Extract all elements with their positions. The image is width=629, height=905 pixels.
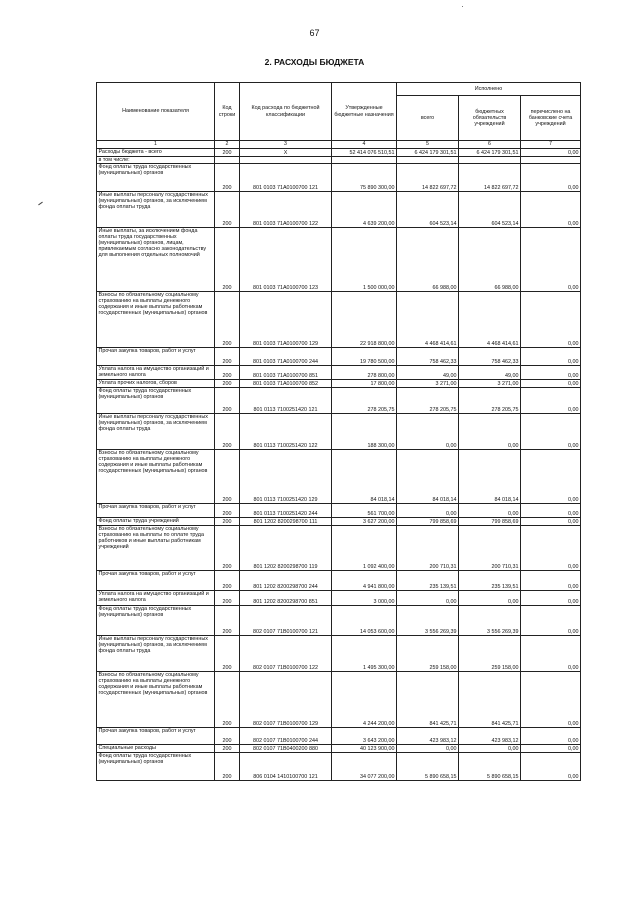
row-executed-institutions: 278 205,75	[459, 388, 521, 414]
budget-table-container	[96, 82, 580, 781]
table-row	[97, 571, 581, 591]
row-executed-total: 604 523,14	[397, 192, 459, 228]
table-row	[97, 414, 581, 450]
row-name: Фонд оплаты труда государственных (муниципальных) органов	[97, 606, 215, 636]
row-classification-code: 801 0103 71А0100700 244	[240, 348, 332, 366]
row-executed-total: 259 158,00	[397, 636, 459, 672]
row-executed-institutions: 84 018,14	[459, 450, 521, 504]
row-executed-institutions: 14 822 697,72	[459, 164, 521, 192]
row-line-code: 200	[215, 591, 240, 606]
row-name: Иные выплаты персоналу государственных (муниципальных) органов, за исключением фонда оплаты труда	[97, 414, 215, 450]
row-executed-bank: 0,00	[521, 672, 581, 728]
row-classification-code: 802 0107 71В0100700 244	[240, 728, 332, 745]
row-classification-code: 801 1202 8200298700 244	[240, 571, 332, 591]
row-classification-code: 802 0107 71В0400200 880	[240, 745, 332, 753]
row-executed-institutions: 3 271,00	[459, 380, 521, 388]
row-classification-code: 801 0103 71А0100700 121	[240, 164, 332, 192]
row-classification-code: 801 0103 71А0100700 851	[240, 366, 332, 380]
row-approved: 4 244 200,00	[332, 672, 397, 728]
table-row	[97, 292, 581, 348]
row-executed-institutions: 799 858,69	[459, 518, 521, 526]
row-line-code: 200	[215, 228, 240, 292]
row-name: Иные выплаты, за исключением фонда оплаты труда государственных (муниципальных) органов, лицам, привлекаемым согласно законодательству для выполнения отдельных полномочий	[97, 228, 215, 292]
row-name: Специальные расходы	[97, 745, 215, 753]
row-executed-institutions: 200 710,31	[459, 526, 521, 571]
row-line-code: 200	[215, 414, 240, 450]
row-name: Расходы бюджета - всего	[97, 149, 215, 157]
row-classification-code: X	[240, 149, 332, 157]
row-executed-total: 66 988,00	[397, 228, 459, 292]
column-number: 3	[240, 141, 332, 149]
row-executed-institutions: 6 424 179 301,51	[459, 149, 521, 157]
row-line-code: 200	[215, 388, 240, 414]
header-classification-code: Код расхода по бюджетной классификации	[240, 83, 332, 141]
row-name: Фонд оплаты труда учреждений	[97, 518, 215, 526]
row-approved: 40 123 900,00	[332, 745, 397, 753]
row-line-code: 200	[215, 745, 240, 753]
row-executed-bank: 0,00	[521, 366, 581, 380]
row-name: Взносы по обязательному социальному страхованию на выплаты денежного содержания и иные выплаты работникам государственных (муниципальных) органов	[97, 450, 215, 504]
row-approved: 52 414 076 510,51	[332, 149, 397, 157]
header-executed: Исполнено	[397, 83, 581, 96]
row-classification-code: 801 0103 71А0100700 852	[240, 380, 332, 388]
row-approved: 22 918 800,00	[332, 292, 397, 348]
column-number: 7	[521, 141, 581, 149]
page-number: 67	[309, 28, 320, 38]
header-executed-total: всего	[397, 96, 459, 141]
table-row	[97, 526, 581, 571]
scan-speck	[462, 6, 463, 7]
row-line-code	[215, 157, 240, 164]
row-approved: 3 643 200,00	[332, 728, 397, 745]
row-executed-total: 758 462,33	[397, 348, 459, 366]
row-approved: 4 941 800,00	[332, 571, 397, 591]
budget-expenditure-table	[96, 82, 581, 781]
row-executed-total: 0,00	[397, 504, 459, 518]
row-executed-bank: 0,00	[521, 745, 581, 753]
row-name: Иные выплаты персоналу государственных (муниципальных) органов, за исключением фонда оплаты труда	[97, 192, 215, 228]
row-executed-bank: 0,00	[521, 380, 581, 388]
table-row	[97, 591, 581, 606]
row-classification-code: 801 0103 71А0100700 122	[240, 192, 332, 228]
row-name: Прочая закупка товаров, работ и услуг	[97, 504, 215, 518]
header-line-code: Код строки	[215, 83, 240, 141]
column-number: 6	[459, 141, 521, 149]
table-row	[97, 504, 581, 518]
row-name: Прочая закупка товаров, работ и услуг	[97, 571, 215, 591]
budget-table-body	[97, 149, 581, 781]
row-classification-code: 802 0107 71В0100700 129	[240, 672, 332, 728]
row-executed-bank: 0,00	[521, 636, 581, 672]
table-row	[97, 606, 581, 636]
row-classification-code: 806 0104 1410100700 121	[240, 753, 332, 781]
row-name: Взносы по обязательному социальному страхованию на выплаты денежного содержания и иные выплаты работникам государственных (муниципальных) органов	[97, 292, 215, 348]
row-approved: 14 053 600,00	[332, 606, 397, 636]
table-row	[97, 450, 581, 504]
row-line-code: 200	[215, 672, 240, 728]
row-line-code: 200	[215, 518, 240, 526]
row-executed-total: 799 858,69	[397, 518, 459, 526]
section-title: 2. РАСХОДЫ БЮДЖЕТА	[264, 57, 365, 67]
row-classification-code: 801 0103 71А0100700 129	[240, 292, 332, 348]
row-classification-code: 801 0113 7100251420 129	[240, 450, 332, 504]
row-executed-total	[397, 157, 459, 164]
row-approved: 278 800,00	[332, 366, 397, 380]
table-row	[97, 348, 581, 366]
row-executed-institutions	[459, 157, 521, 164]
column-number: 5	[397, 141, 459, 149]
row-approved: 4 639 200,00	[332, 192, 397, 228]
table-row	[97, 380, 581, 388]
row-approved: 3 627 200,00	[332, 518, 397, 526]
row-executed-institutions: 259 158,00	[459, 636, 521, 672]
row-executed-bank: 0,00	[521, 228, 581, 292]
column-number: 4	[332, 141, 397, 149]
row-line-code: 200	[215, 526, 240, 571]
row-line-code: 200	[215, 164, 240, 192]
row-executed-institutions: 66 988,00	[459, 228, 521, 292]
row-executed-institutions: 0,00	[459, 591, 521, 606]
row-line-code: 200	[215, 192, 240, 228]
table-row	[97, 192, 581, 228]
row-executed-total: 0,00	[397, 591, 459, 606]
row-executed-total: 0,00	[397, 414, 459, 450]
table-row	[97, 672, 581, 728]
row-executed-total: 84 018,14	[397, 450, 459, 504]
row-name: Уплата налога на имущество организаций и земельного налога	[97, 366, 215, 380]
row-executed-bank: 0,00	[521, 526, 581, 571]
row-executed-institutions: 604 523,14	[459, 192, 521, 228]
row-line-code: 200	[215, 606, 240, 636]
row-approved: 17 800,00	[332, 380, 397, 388]
row-classification-code	[240, 157, 332, 164]
row-executed-institutions: 5 890 658,15	[459, 753, 521, 781]
row-executed-bank: 0,00	[521, 414, 581, 450]
table-row	[97, 366, 581, 380]
table-row	[97, 228, 581, 292]
row-approved: 3 000,00	[332, 591, 397, 606]
row-approved: 34 077 200,00	[332, 753, 397, 781]
row-executed-total: 278 205,75	[397, 388, 459, 414]
row-executed-institutions: 49,00	[459, 366, 521, 380]
row-executed-bank: 0,00	[521, 292, 581, 348]
row-name: Взносы по обязательному социальному страхованию на выплаты по оплате труда работников и иные выплаты работникам учреждений	[97, 526, 215, 571]
row-executed-bank: 0,00	[521, 348, 581, 366]
row-classification-code: 801 1202 8200298700 111	[240, 518, 332, 526]
row-classification-code: 801 1202 8200298700 119	[240, 526, 332, 571]
row-classification-code: 802 0107 71В0100700 121	[240, 606, 332, 636]
row-executed-institutions: 4 468 414,61	[459, 292, 521, 348]
table-row	[97, 149, 581, 157]
row-executed-total: 4 468 414,61	[397, 292, 459, 348]
row-executed-bank: 0,00	[521, 606, 581, 636]
row-executed-institutions: 3 556 269,39	[459, 606, 521, 636]
table-row	[97, 636, 581, 672]
row-approved: 84 018,14	[332, 450, 397, 504]
row-executed-bank: 0,00	[521, 388, 581, 414]
row-executed-bank: 0,00	[521, 192, 581, 228]
table-row	[97, 728, 581, 745]
table-row	[97, 164, 581, 192]
row-classification-code: 801 0113 7100251420 122	[240, 414, 332, 450]
header-executed-bank: перечислено на банковские счета учреждений	[521, 96, 581, 141]
row-line-code: 200	[215, 636, 240, 672]
row-line-code: 200	[215, 366, 240, 380]
row-line-code: 200	[215, 753, 240, 781]
row-approved: 1 495 300,00	[332, 636, 397, 672]
row-name: Фонд оплаты труда государственных (муниципальных) органов	[97, 388, 215, 414]
row-name: Фонд оплаты труда государственных (муниципальных) органов	[97, 164, 215, 192]
table-row	[97, 518, 581, 526]
row-executed-institutions: 758 462,33	[459, 348, 521, 366]
row-name: Уплата налога на имущество организаций и земельного налога	[97, 591, 215, 606]
row-executed-total: 3 556 269,39	[397, 606, 459, 636]
row-name: в том числе:	[97, 157, 215, 164]
row-executed-bank: 0,00	[521, 753, 581, 781]
row-executed-bank: 0,00	[521, 504, 581, 518]
row-executed-bank: 0,00	[521, 149, 581, 157]
row-executed-bank: 0,00	[521, 450, 581, 504]
row-approved: 75 890 300,00	[332, 164, 397, 192]
row-executed-total: 0,00	[397, 745, 459, 753]
row-name: Фонд оплаты труда государственных (муниципальных) органов	[97, 753, 215, 781]
row-approved: 1 092 400,00	[332, 526, 397, 571]
row-executed-total: 5 890 658,15	[397, 753, 459, 781]
row-name: Иные выплаты персоналу государственных (муниципальных) органов, за исключением фонда оплаты труда	[97, 636, 215, 672]
header-approved: Утвержденные бюджетные назначения	[332, 83, 397, 141]
row-classification-code: 802 0107 71В0100700 122	[240, 636, 332, 672]
row-executed-total: 841 425,71	[397, 672, 459, 728]
row-classification-code: 801 1202 8200298700 851	[240, 591, 332, 606]
scan-pen-mark	[38, 202, 43, 206]
row-line-code: 200	[215, 149, 240, 157]
column-number-row	[97, 141, 581, 149]
row-executed-bank: 0,00	[521, 518, 581, 526]
row-executed-total: 49,00	[397, 366, 459, 380]
row-executed-bank: 0,00	[521, 571, 581, 591]
row-classification-code: 801 0113 7100251420 121	[240, 388, 332, 414]
row-executed-total: 200 710,31	[397, 526, 459, 571]
row-line-code: 200	[215, 348, 240, 366]
row-executed-bank: 0,00	[521, 728, 581, 745]
row-name: Прочая закупка товаров, работ и услуг	[97, 348, 215, 366]
row-line-code: 200	[215, 380, 240, 388]
row-executed-institutions: 0,00	[459, 745, 521, 753]
row-name: Взносы по обязательному социальному страхованию на выплаты денежного содержания и иные выплаты работникам государственных (муниципальных) органов	[97, 672, 215, 728]
table-row	[97, 753, 581, 781]
row-executed-institutions: 423 983,12	[459, 728, 521, 745]
row-classification-code: 801 0113 7100251420 244	[240, 504, 332, 518]
row-executed-bank: 0,00	[521, 591, 581, 606]
row-name: Уплата прочих налогов, сборов	[97, 380, 215, 388]
row-executed-institutions: 0,00	[459, 414, 521, 450]
row-executed-total: 3 271,00	[397, 380, 459, 388]
row-executed-total: 14 822 697,72	[397, 164, 459, 192]
row-executed-total: 6 424 179 301,51	[397, 149, 459, 157]
row-executed-total: 423 983,12	[397, 728, 459, 745]
row-approved: 19 780 500,00	[332, 348, 397, 366]
row-executed-bank: 0,00	[521, 164, 581, 192]
row-approved: 278 205,75	[332, 388, 397, 414]
row-line-code: 200	[215, 728, 240, 745]
row-executed-institutions: 841 425,71	[459, 672, 521, 728]
row-approved	[332, 157, 397, 164]
row-approved: 561 700,00	[332, 504, 397, 518]
row-approved: 188 300,00	[332, 414, 397, 450]
row-line-code: 200	[215, 504, 240, 518]
table-row	[97, 157, 581, 164]
header-name: Наименование показателя	[97, 83, 215, 141]
table-row	[97, 388, 581, 414]
row-classification-code: 801 0103 71А0100700 123	[240, 228, 332, 292]
header-executed-institutions: бюджетных обязательств учреждений	[459, 96, 521, 141]
row-line-code: 200	[215, 571, 240, 591]
row-executed-institutions: 0,00	[459, 504, 521, 518]
row-executed-total: 235 139,51	[397, 571, 459, 591]
row-line-code: 200	[215, 450, 240, 504]
row-approved: 1 500 000,00	[332, 228, 397, 292]
row-line-code: 200	[215, 292, 240, 348]
row-executed-institutions: 235 139,51	[459, 571, 521, 591]
row-executed-bank	[521, 157, 581, 164]
row-name: Прочая закупка товаров, работ и услуг	[97, 728, 215, 745]
column-number: 2	[215, 141, 240, 149]
table-row	[97, 745, 581, 753]
column-number: 1	[97, 141, 215, 149]
